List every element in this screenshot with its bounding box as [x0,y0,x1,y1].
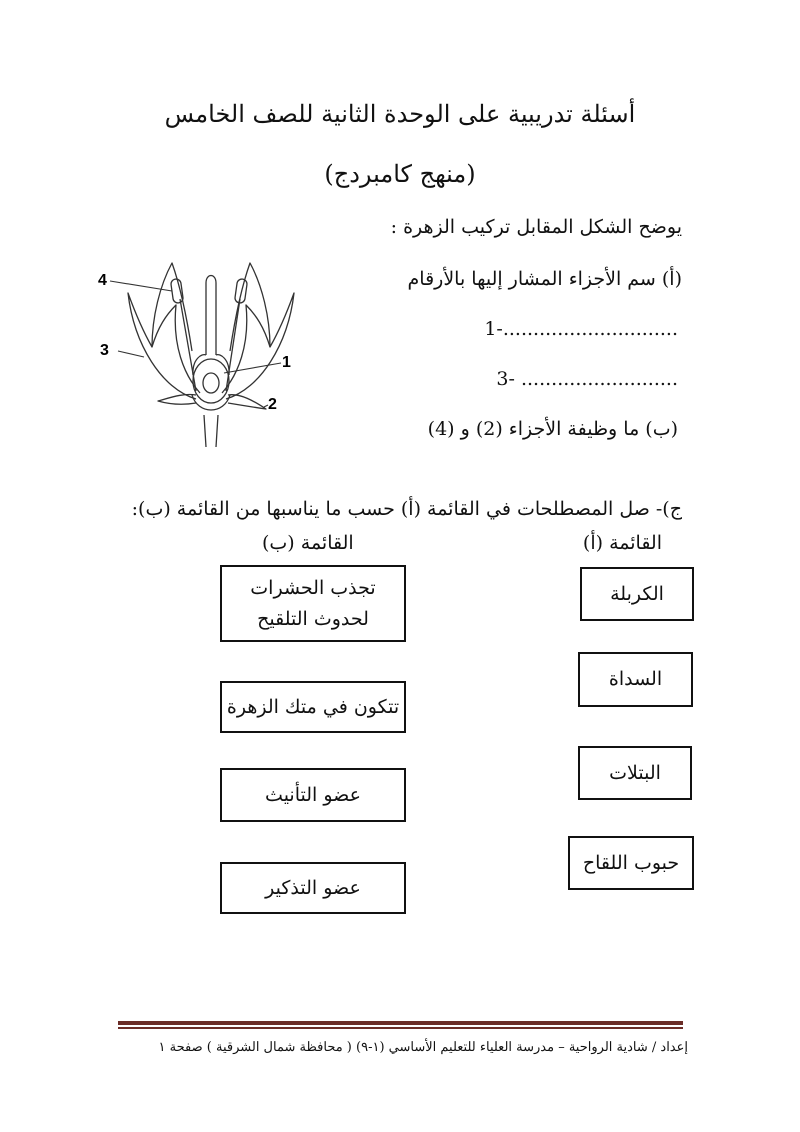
anther-right [234,278,247,303]
label-4: 4 [98,272,107,289]
footer-rule-thin [118,1027,683,1029]
pistil-style [206,276,216,356]
flower-diagram [92,255,322,450]
petal-left [128,293,200,399]
label-2: 2 [268,396,277,413]
question1-part-a: (أ) سم الأجزاء المشار إليها بالأرقام [407,268,682,290]
list-a-item-stamen: السداة [578,652,693,707]
sepal-left [158,394,196,404]
petal-top-left [152,263,192,351]
list-b-item-male-organ: عضو التذكير [220,862,406,914]
list-a-item-pollen: حبوب اللقاح [568,836,694,890]
list-a-item-petals: البتلات [578,746,692,800]
anther-left [170,278,183,303]
list-a-header: القائمة (أ) [582,532,662,554]
question1-intro: يوضح الشكل المقابل تركيب الزهرة : [390,216,682,238]
answer-blank-3: 3- .......................... [496,368,678,390]
list-a-item-carpel: الكربلة [580,567,694,621]
footer-credit: إعداد / شادية الرواحية – مدرسة العلياء للتعليم الأساسي (١-٩) ( محافظة شمال الشرقية ) صفحة ١ [158,1040,688,1055]
list-b-header: القائمة (ب) [262,532,354,554]
leader-1 [224,363,281,373]
question2-instruction: ج)- صل المصطلحات في القائمة (أ) حسب ما يناسبها من القائمة (ب): [131,498,682,520]
ovule-shape [203,373,219,393]
question1-part-b: (ب) ما وظيفة الأجزاء (2) و (4) [427,418,678,440]
list-b-item-attract-insects: تجذب الحشرات لحدوث التلقيح [220,565,406,642]
answer-blank-1: 1-............................. [484,318,678,340]
stem-shape [204,415,218,447]
label-1: 1 [282,354,291,371]
list-b-item-formed-in-anther: تتكون في متك الزهرة [220,681,406,733]
stamen-filament-left [180,299,196,391]
page-title: أسئلة تدريبية على الوحدة الثانية للصف الخامس [164,100,636,128]
leader-3 [118,351,144,357]
page-subtitle: (منهج كامبردج) [324,160,476,188]
petal-top-right [230,263,270,351]
footer-rule-thick [118,1021,683,1025]
label-3: 3 [100,342,109,359]
list-b-item-female-organ: عضو التأنيث [220,768,406,822]
ovary-shape [193,359,229,403]
